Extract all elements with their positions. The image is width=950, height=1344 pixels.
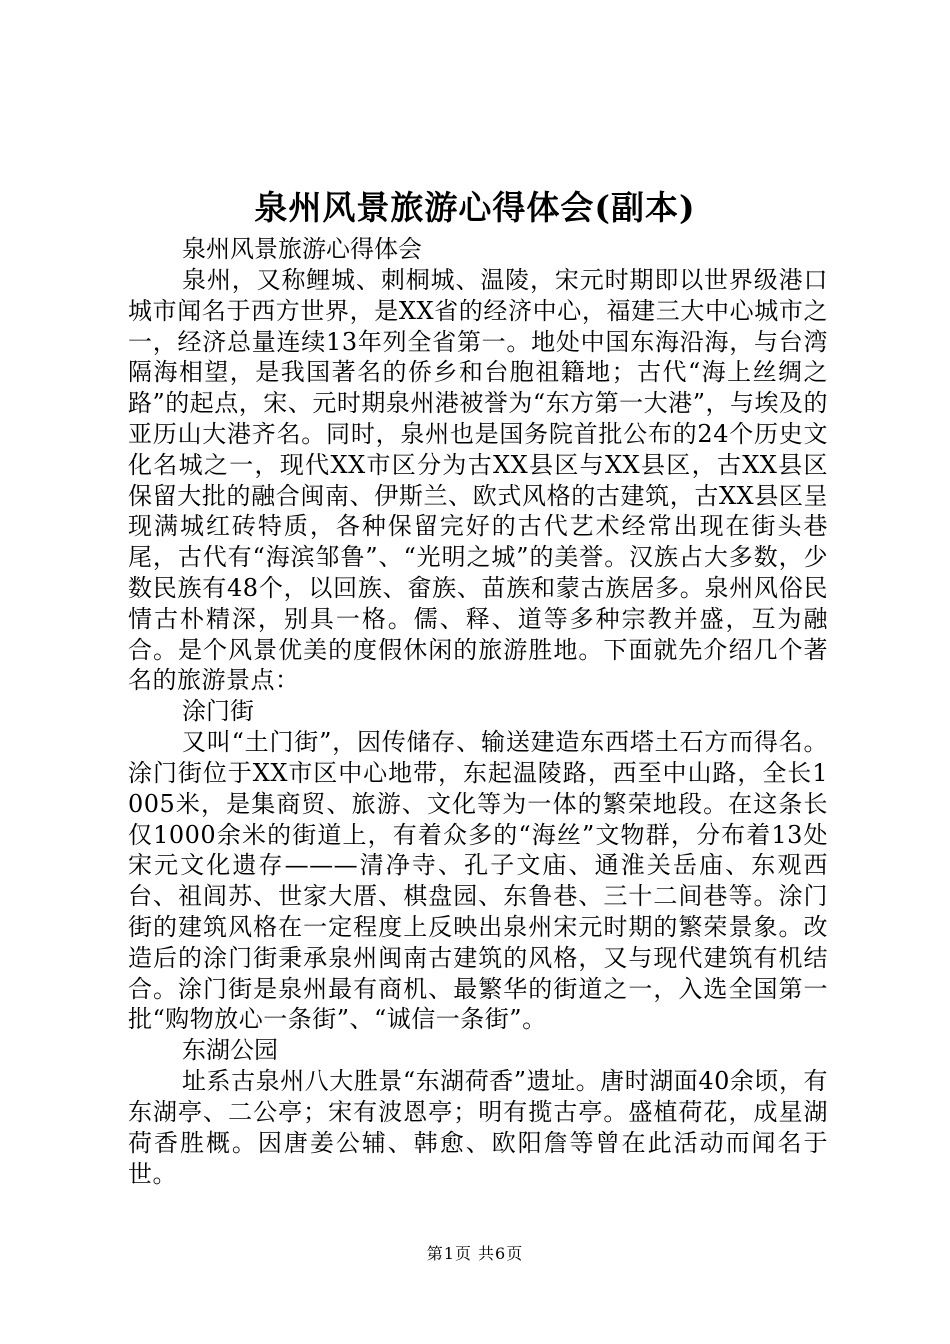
section-paragraph-donghu-park: 址系古泉州八大胜景“东湖荷香”遗址。唐时湖面40余顷，有东湖亭、二公亭；宋有波恩亭；明有揽古亭。盛植荷花，成星湖荷香胜概。因唐姜公辅、韩愈、欧阳詹等曾在此活动而闻名于世。 bbox=[128, 1067, 828, 1188]
section-heading-donghu-park: 东湖公园 bbox=[182, 1036, 278, 1065]
document-body bbox=[128, 234, 828, 1189]
intro-paragraph: 泉州，又称鲤城、刺桐城、温陵，宋元时期即以世界级港口城市闻名于西方世界，是XX省的经济中心，福建三大中心城市之一，经济总量连续13年列全省第一。地处中国东海沿海，与台湾隔海相望，是我国著名的侨乡和台胞祖籍地；古代“海上丝绸之路”的起点，宋、元时期泉州港被誉为“东方第一大港”，与埃及的亚历山大港齐名。同时，泉州也是国务院首批公布的24个历史文化名城之一，现代XX市区分为古XX县区与XX县区，古XX县区保留大批的融合闽南、伊斯兰、欧式风格的古建筑，古XX县区呈现满城红砖特质，各种保留完好的古代艺术经常出现在街头巷尾，古代有“海滨邹鲁”、“光明之城”的美誉。汉族占大多数，少数民族有48个，以回族、畲族、苗族和蒙古族居多。泉州风俗民情古朴精深，别具一格。儒、释、道等多种宗教并盛，互为融合。是个风景优美的度假休闲的旅游胜地。下面就先介绍几个著名的旅游景点： bbox=[128, 266, 828, 695]
document-title: 泉州风景旅游心得体会(副本) bbox=[254, 188, 696, 227]
section-heading-tumen-street: 涂门街 bbox=[182, 697, 254, 726]
section-paragraph-tumen-street: 又叫“土门街”，因传储存、输送建造东西塔土石方而得名。涂门街位于XX市区中心地带，东起温陵路，西至中山路，全长1005米，是集商贸、旅游、文化等为一体的繁荣地段。在这条长仅1000余米的街道上，有着众多的“海丝”文物群，分布着13处宋元文化遗存———清净寺、孔子文庙、通淮关岳庙、东观西台、祖闾苏、世家大厝、棋盘园、东鲁巷、三十二间巷等。涂门街的建筑风格在一定程度上反映出泉州宋元时期的繁荣景象。改造后的涂门街秉承泉州闽南古建筑的风格，又与现代建筑有机结合。涂门街是泉州最有商机、最繁华的街道之一，入选全国第一批“购物放心一条街”、“诚信一条街”。 bbox=[128, 728, 828, 1034]
document-subtitle: 泉州风景旅游心得体会 bbox=[182, 235, 422, 263]
page-footer: 第1页 共6页 bbox=[426, 1244, 524, 1263]
